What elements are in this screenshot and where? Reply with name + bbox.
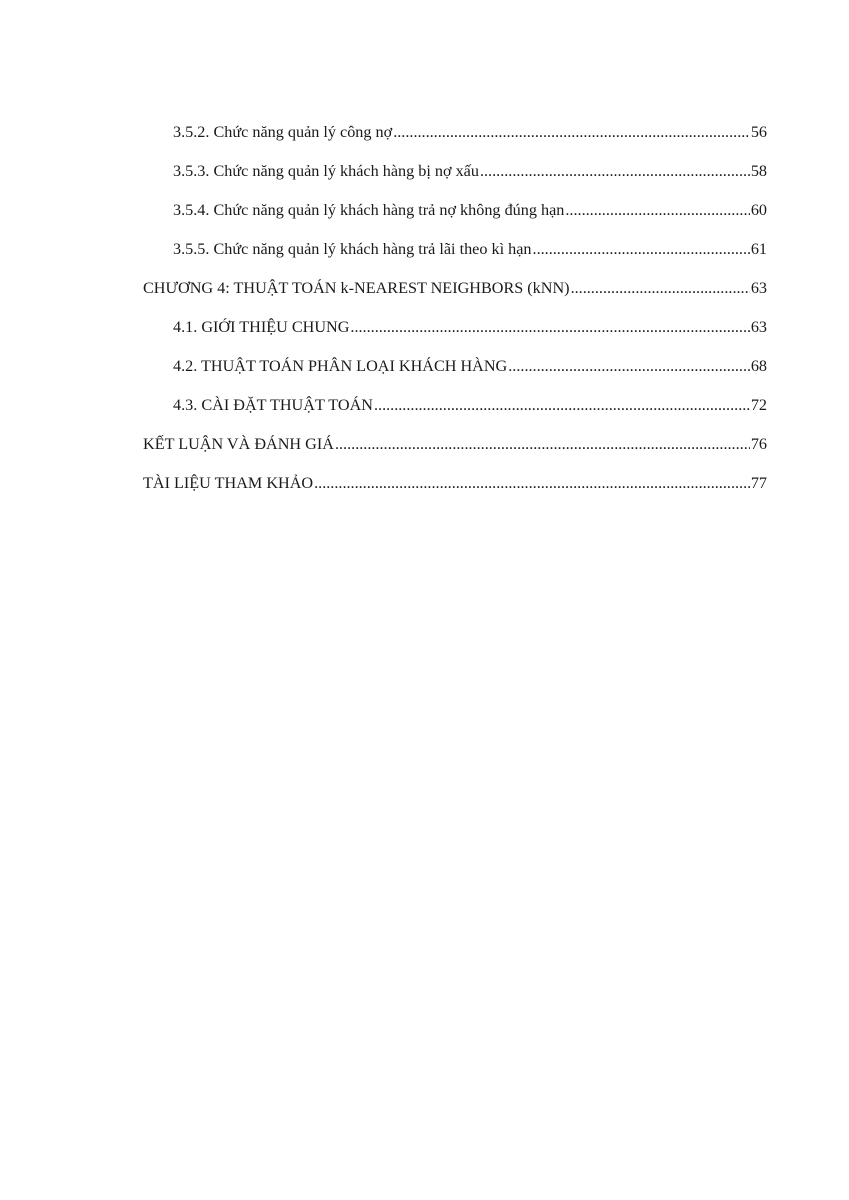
toc-chapter-entry[interactable] [143,431,767,470]
toc-entry[interactable] [143,236,767,275]
toc-entry-page: 76 [750,435,767,453]
toc-entry-page: 68 [750,357,767,375]
table-of-contents [143,119,767,509]
toc-chapter-entry[interactable] [143,275,767,314]
toc-entry[interactable] [143,119,767,158]
toc-dot-leader [350,314,749,340]
toc-entry-page: 63 [750,279,767,297]
toc-dot-leader [571,275,750,301]
toc-entry-title: 4.3. CÀI ĐẶT THUẬT TOÁN [173,396,373,414]
toc-entry-page: 63 [750,318,767,336]
toc-entry[interactable] [143,314,767,353]
toc-chapter-entry[interactable] [143,470,767,509]
toc-entry[interactable] [143,353,767,392]
toc-entry-page: 61 [750,240,767,258]
toc-entry-page: 72 [750,396,767,414]
toc-entry-page: 77 [750,474,767,492]
toc-dot-leader [374,392,750,418]
toc-entry-title: KẾT LUẬN VÀ ĐÁNH GIÁ [143,435,334,453]
toc-entry-title: 4.1. GIỚI THIỆU CHUNG [173,318,350,336]
toc-dot-leader [533,236,750,262]
toc-dot-leader [480,158,750,184]
toc-entry-title: TÀI LIỆU THAM KHẢO [143,474,314,492]
toc-entry-title: 3.5.2. Chức năng quản lý công nợ [173,123,393,141]
toc-entry-title: 4.2. THUẬT TOÁN PHÂN LOẠI KHÁCH HÀNG [173,357,508,375]
toc-dot-leader [314,470,750,496]
toc-entry[interactable] [143,158,767,197]
toc-dot-leader [565,197,749,223]
toc-entry[interactable] [143,392,767,431]
toc-entry-title: 3.5.4. Chức năng quản lý khách hàng trả nợ không đúng hạn [173,201,565,219]
toc-entry-title: CHƯƠNG 4: THUẬT TOÁN k-NEAREST NEIGHBORS (kNN) [143,279,570,297]
toc-entry-title: 3.5.5. Chức năng quản lý khách hàng trả lãi theo kì hạn [173,240,532,258]
toc-dot-leader [393,119,750,145]
toc-entry[interactable] [143,197,767,236]
toc-entry-title: 3.5.3. Chức năng quản lý khách hàng bị nợ xấu [173,162,479,180]
toc-dot-leader [508,353,750,379]
toc-entry-page: 58 [750,162,767,180]
toc-dot-leader [335,431,750,457]
toc-entry-page: 56 [750,123,767,141]
toc-entry-page: 60 [750,201,767,219]
